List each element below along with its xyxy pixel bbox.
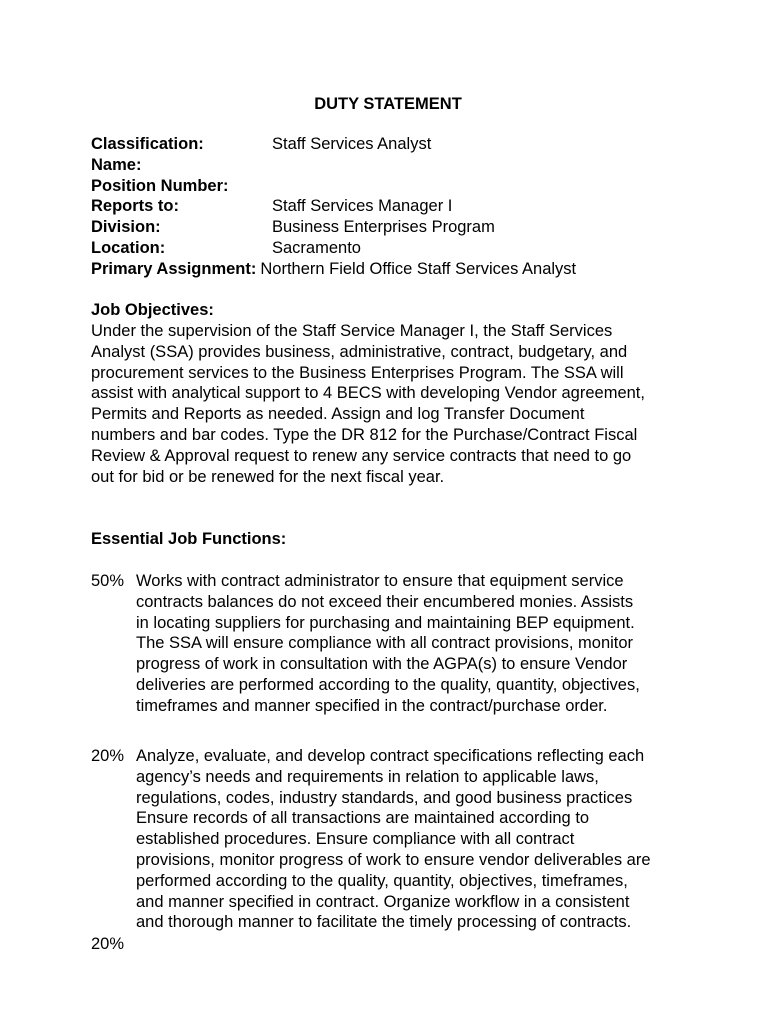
function-percent: 20% [91, 935, 125, 953]
field-label: Name: [91, 155, 142, 174]
function-line: Works with contract administrator to ensure that equipment service [136, 572, 624, 590]
function-line: progress of work in consultation with the AGPA(s) to ensure Vendor [136, 655, 628, 674]
field-value: Staff Services Analyst [272, 135, 432, 153]
field-label: Classification: [91, 135, 204, 153]
function-percent: 20% [91, 747, 125, 765]
function-line: regulations, codes, industry standards, and good business practices [136, 788, 633, 807]
field-value: Business Enterprises Program [272, 218, 495, 237]
field-reports-to [91, 196, 731, 217]
paragraph-line: Analyst (SSA) provides business, administrative, contract, budgetary, and [91, 342, 628, 361]
function-line: The SSA will ensure compliance with all contract provisions, monitor [136, 634, 634, 653]
job-objectives-heading: Job Objectives: [91, 301, 214, 319]
field-classification [91, 134, 731, 155]
paragraph-line: Under the supervision of the Staff Service Manager I, the Staff Services [91, 322, 613, 340]
field-label: Position Number: [91, 176, 229, 195]
paragraph-line: out for bid or be renewed for the next fiscal year. [91, 467, 445, 486]
function-line: Analyze, evaluate, and develop contract specifications reflecting each [136, 747, 645, 765]
paragraph-line: numbers and bar codes. Type the DR 812 for the Purchase/Contract Fiscal [91, 425, 638, 444]
field-value: Staff Services Manager I [272, 197, 453, 216]
position-fields [91, 134, 731, 280]
field-primary-assignment [91, 259, 731, 280]
paragraph-line: procurement services to the Business Enterprises Program. The SSA will [91, 363, 624, 382]
function-description [136, 746, 651, 933]
paragraph-line: Permits and Reports as needed. Assign and log Transfer Document [91, 405, 585, 424]
function-line: provisions, monitor progress of work to ensure vendor deliverables are [136, 850, 651, 869]
document-title: DUTY STATEMENT [314, 95, 462, 113]
function-line: timeframes and manner specified in the contract/purchase order. [136, 696, 608, 715]
field-label: Reports to: [91, 197, 179, 216]
function-line: agency’s needs and requirements in relation to applicable laws, [136, 767, 599, 786]
job-objectives-paragraph [91, 321, 691, 487]
function-line: performed according to the quality, quantity, objectives, timeframes, [136, 871, 628, 890]
field-name [91, 155, 731, 176]
function-line: and manner specified in contract. Organize workflow in a consistent [136, 892, 630, 911]
function-line: established procedures. Ensure compliance with all contract [136, 830, 575, 849]
function-line: Ensure records of all transactions are maintained according to [136, 809, 590, 828]
field-label: Primary Assignment: [91, 259, 257, 278]
function-line: deliveries are performed according to the quality, quantity, objectives, [136, 675, 640, 694]
function-percent: 50% [91, 572, 125, 590]
field-location [91, 238, 731, 259]
field-position-number [91, 176, 731, 197]
function-line: and thorough manner to facilitate the timely processing of contracts. [136, 913, 632, 932]
field-value: Northern Field Office Staff Services Analyst [260, 259, 577, 278]
function-description [136, 571, 640, 717]
function-line: contracts balances do not exceed their encumbered monies. Assists [136, 592, 634, 611]
essential-functions-heading: Essential Job Functions: [91, 530, 287, 548]
field-label: Location: [91, 238, 166, 257]
field-label: Division: [91, 218, 161, 237]
function-line: in locating suppliers for purchasing and maintaining BEP equipment. [136, 613, 635, 632]
paragraph-line: Review & Approval request to renew any service contracts that need to go [91, 446, 632, 465]
paragraph-line: assist with analytical support to 4 BECS with developing Vendor agreement, [91, 384, 645, 403]
field-value: Sacramento [272, 238, 361, 257]
field-division [91, 217, 731, 238]
